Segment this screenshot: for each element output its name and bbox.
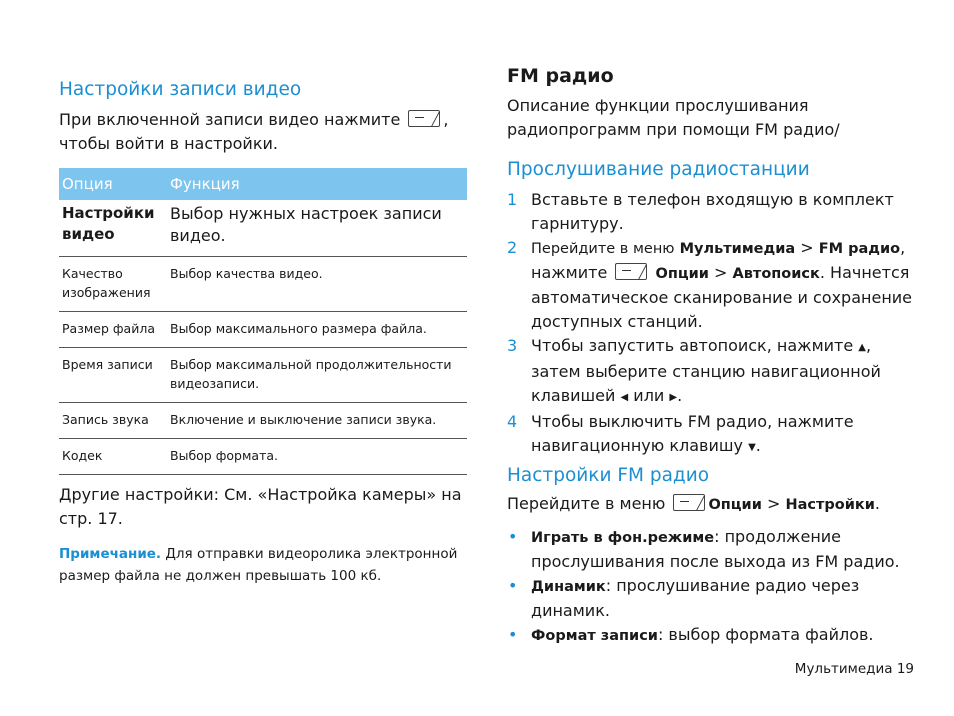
softkey-icon [615, 263, 647, 280]
left-column [59, 78, 467, 587]
fm-settings-heading: Настройки FM радио [507, 465, 710, 486]
video-options-table [59, 168, 467, 475]
nav-right-icon: ▶ [669, 392, 678, 403]
fm-settings-list [507, 525, 917, 648]
list-item: 1 Вставьте в телефон входящую в комплект гарнитуру. [507, 190, 894, 233]
note-text: Для отправки видеоролика электронной размер файла не должен превышать 100 кб. [59, 546, 458, 584]
fm-radio-title: FM радио [507, 65, 614, 87]
fm-settings-intro: Перейдите в меню Опции > Настройки. [507, 494, 880, 513]
other-settings-text: Другие настройки: См. «Настройка камеры» на стр. 17. [59, 485, 462, 528]
video-settings-intro: При включенной записи видео нажмите , чтобы войти в настройки. [59, 110, 449, 153]
nav-left-icon: ◀ [620, 392, 629, 403]
note [59, 543, 467, 587]
list-item: 4 Чтобы выключить FM радио, нажмите навигационную клавишу ▼. [507, 412, 854, 455]
bullet-icon: • [508, 625, 518, 644]
list-item: • Играть в фон.режиме: продолжение прослушивания после выхода из FM радио. [508, 527, 900, 571]
list-item: 2 Перейдите в меню Мультимедиа > FM радио, нажмите Опции > Автопоиск. Начнется автоматическое сканирование и сохранение доступных станций. [507, 238, 913, 331]
nav-up-icon: ▲ [858, 342, 866, 353]
video-settings-heading: Настройки записи видео [59, 79, 302, 100]
list-item: • Формат записи: выбор формата файлов. [507, 623, 917, 648]
note-label: Примечание. [59, 546, 162, 562]
table-header-option: Опция [59, 168, 167, 200]
softkey-icon [673, 494, 705, 511]
table-row: Запись звука Включение и выключение записи звука. [59, 403, 467, 439]
right-column [507, 62, 917, 648]
table-row: Размер файла Выбор максимального размера файла. [59, 312, 467, 348]
nav-down-icon: ▼ [748, 442, 756, 453]
table-row: Кодек Выбор формата. [59, 439, 467, 475]
table-row: Качество изображения Выбор качества видео. [59, 257, 467, 312]
fm-radio-description: Описание функции прослушивания радиопрограмм при помощи FM радио/ [507, 96, 840, 139]
listen-heading: Прослушивание радиостанции [507, 159, 810, 180]
table-header-function: Функция [167, 168, 467, 200]
list-item: 3 Чтобы запустить автопоиск, нажмите ▲, затем выберите станцию навигационной клавишей ◀ или ▶. [507, 336, 881, 405]
bullet-icon: • [508, 576, 518, 595]
listen-steps [507, 188, 917, 460]
list-item: • Динамик: прослушивание радио через динамик. [508, 576, 860, 620]
page-footer: Мультимедиа 19 [794, 661, 914, 677]
softkey-icon [408, 110, 440, 127]
table-row: Настройки видео Выбор нужных настроек записи видео. [59, 200, 467, 257]
bullet-icon: • [508, 527, 518, 546]
table-row: Время записи Выбор максимальной продолжительности видеозаписи. [59, 348, 467, 403]
